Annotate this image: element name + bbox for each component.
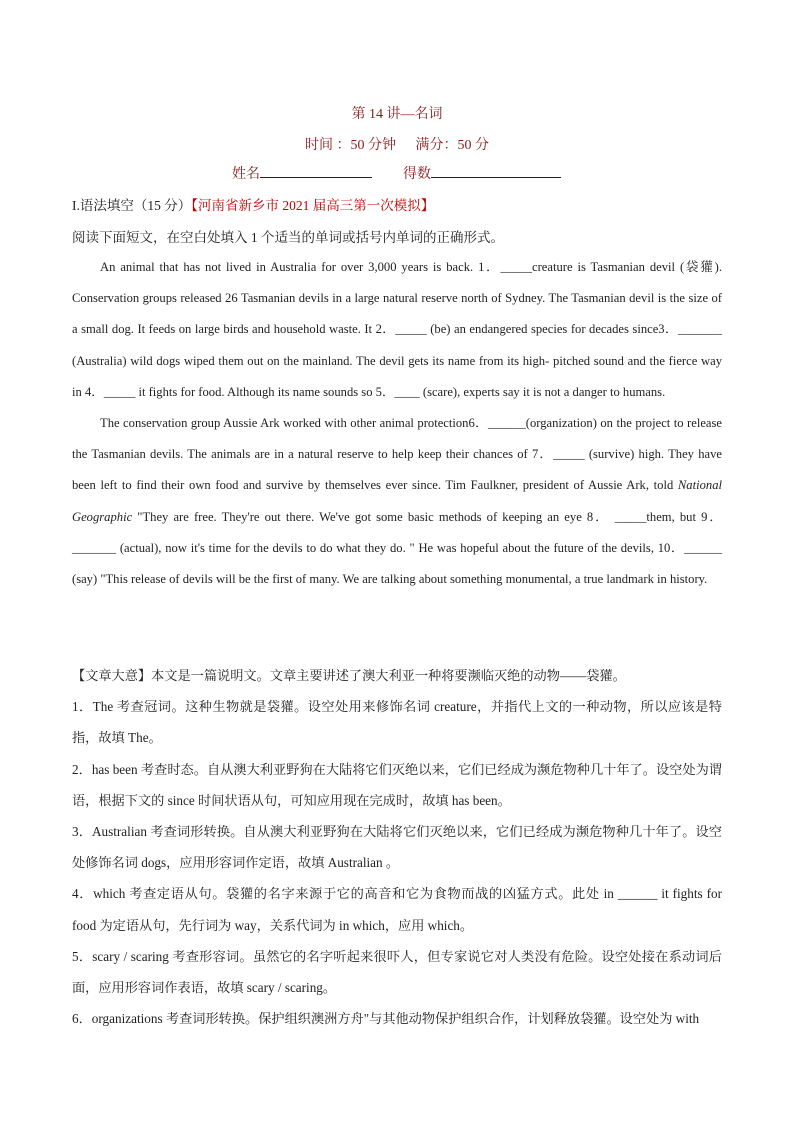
note-item: 4．which 考查定语从句。袋獾的名字来源于它的高音和它为食物而战的凶猛方式。此处 in ______ it fights for food 为定语从句，先行词为 way，关系代词为 in which，应用 which。 bbox=[72, 886, 722, 933]
answer-notes bbox=[72, 660, 722, 1034]
notes-summary: 【文章大意】本文是一篇说明文。文章主要讲述了澳大利亚一种将要濒临灭绝的动物——袋獾。 bbox=[72, 668, 626, 683]
passage-paragraph-2-text-b: "They are free. They're out there. We've got some basic methods of keeping an eye 8． _____them, but 9．_______ (actual), now it's time for the devils to do what they do. " He was hopeful about the future of the devils, 10．______ (say) "This release of devils will be the first of many. We are talking about something monumental, a true landmark in history. bbox=[72, 509, 722, 587]
full-score: 满分：50 分 bbox=[415, 138, 489, 153]
section-heading bbox=[72, 194, 434, 214]
section-instruction: 阅读下面短文，在空白处填入 1 个适当的单词或括号内单词的正确形式。 bbox=[72, 230, 504, 245]
note-item: 3．Australian 考查词形转换。自从澳大利亚野狗在大陆将它们灭绝以来，它们已经成为濒危物种几十年了。设空处修饰名词 dogs，应用形容词作定语，故填 Australian 。 bbox=[72, 824, 722, 871]
name-label: 姓名 bbox=[232, 167, 260, 182]
reading-passage bbox=[72, 252, 722, 595]
page-title: 第 14 讲—名词 bbox=[351, 107, 443, 122]
time-limit: 时间 ：50 分钟 bbox=[305, 138, 396, 153]
score-label: 得数 bbox=[403, 167, 431, 182]
name-score-row bbox=[232, 163, 561, 183]
note-item: 6．organizations 考查词形转换。保护组织澳洲方舟"与其他动物保护组织合作，计划释放袋獾。设空处为 with bbox=[72, 1011, 700, 1027]
note-item: 2．has been 考查时态。自从澳大利亚野狗在大陆将它们灭绝以来，它们已经成为濒危物种几十年了。设空处为谓语，根据下文的 since 时间状语从句，可知应用现在完成时，故填 has been。 bbox=[72, 761, 722, 808]
exam-info bbox=[0, 134, 794, 154]
name-blank[interactable] bbox=[260, 163, 372, 178]
magazine-name: National Geographic bbox=[72, 478, 722, 524]
section-source: 【河南省新乡市 2021 届高三第一次模拟】 bbox=[191, 198, 435, 213]
passage-paragraph-2-text-a: The conservation group Aussie Ark worked with other animal protection6．______(organization) on the project to release the Tasmanian devils. The animals are in a natural reserve to help keep their chances of 7．_____ (survive) high. They have been left to find their own food and survive by themselves ever since. Tim Faulkner, president of Aussie Ark, told bbox=[72, 416, 722, 493]
note-item: 5．scary / scaring 考查形容词。虽然它的名字听起来很吓人，但专家说它对人类没有危险。设空处接在系动词后面，应用形容词作表语，故填 scary / scaring。 bbox=[72, 948, 722, 996]
passage-paragraph-1: An animal that has not lived in Australia for over 3,000 years is back. 1．_____creature is Tasmanian devil (袋獾). Conservation groups released 26 Tasmanian devils in a large natural reserve north of Sydney. The Tasmanian devil is the size of a small dog. It feeds on large birds and household waste. It 2．_____ (be) an endangered species for decades since3．_______ (Australia) wild dogs wiped them out on the mainland. The devil gets its name from its high- pitched sound and the fierce way in 4．_____ it fights for food. Although its name sounds so 5．____ (scare), experts say it is not a danger to humans. bbox=[72, 260, 722, 399]
note-item: 1．The 考查冠词。这种生物就是袋獾。设空处用来修饰名词 creature，并指代上文的一种动物，所以应该是特指，故填 The。 bbox=[72, 699, 722, 746]
passage-paragraph-2 bbox=[72, 408, 722, 595]
score-blank[interactable] bbox=[431, 163, 561, 178]
section-title: I.语法填空（15 分） bbox=[72, 198, 192, 213]
